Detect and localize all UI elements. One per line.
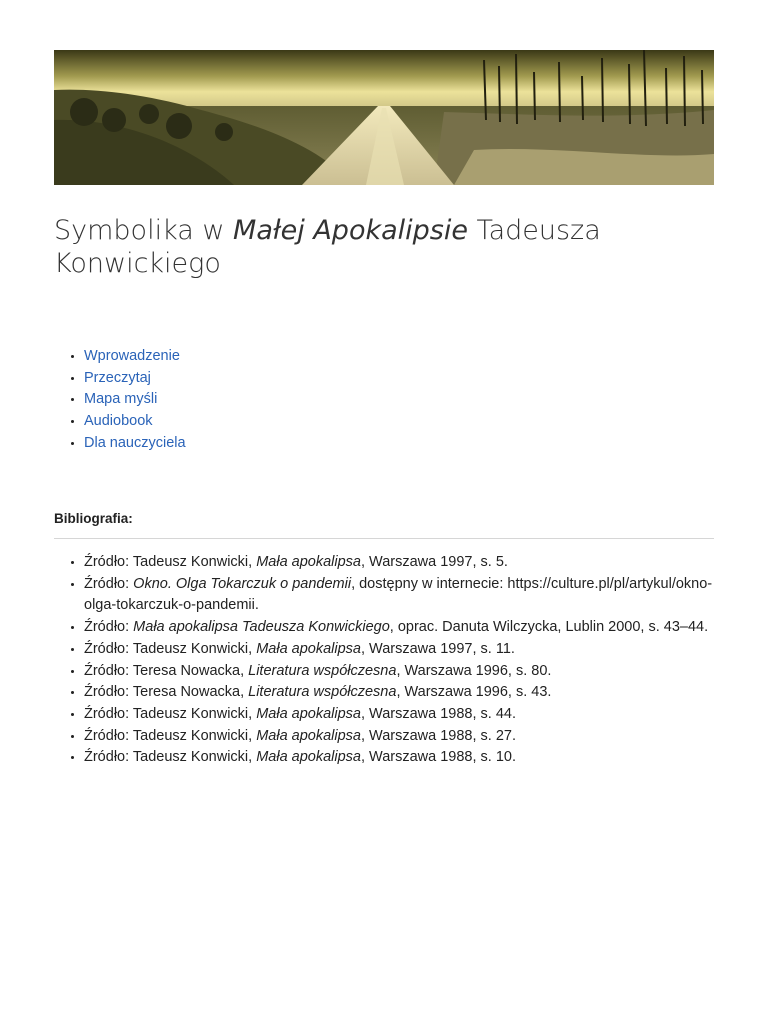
bib-title: Mała apokalipsa (256, 640, 361, 657)
bib-source-prefix: Źródło: Teresa Nowacka, (84, 684, 249, 701)
bibliography-item (84, 552, 714, 574)
bib-details: , dostępny w internecie: https://culture.pl/pl/artykul/okno-olga-tokarczuk-o-pandemii. (84, 575, 713, 614)
nav-item-przeczytaj (84, 368, 186, 390)
bib-source-prefix: Źródło: Tadeusz Konwicki, (84, 749, 257, 766)
page-title (54, 214, 714, 280)
bib-title: Literatura współczesna (248, 662, 397, 679)
bibliography-item (84, 661, 714, 683)
bib-title: Mała apokalipsa (256, 727, 361, 744)
bib-details: , oprac. Danuta Wilczycka, Lublin 2000, s. 43–44. (389, 619, 709, 636)
bib-details: , Warszawa 1997, s. 11. (361, 640, 515, 657)
nav-item-dla-nauczyciela (84, 433, 186, 455)
nav-link-audiobook[interactable]: Audiobook (84, 413, 153, 430)
nav-item-mapa-mysli (84, 389, 186, 411)
nav-link-przeczytaj[interactable]: Przeczytaj (84, 369, 151, 386)
bib-title: Mała apokalipsa (256, 749, 361, 766)
bibliography-heading: Bibliografia: (54, 511, 133, 526)
nav-item-wprowadzenie (84, 346, 186, 368)
bibliography-item (84, 574, 714, 617)
bib-source-prefix: Źródło: (84, 619, 134, 636)
bib-details: , Warszawa 1988, s. 44. (361, 705, 517, 722)
nav-item-audiobook (84, 411, 186, 433)
nav-link-mapa-mysli[interactable]: Mapa myśli (84, 391, 158, 408)
bib-details: , Warszawa 1996, s. 80. (396, 662, 552, 679)
nav-link-wprowadzenie[interactable]: Wprowadzenie (84, 348, 180, 364)
bib-title: Mała apokalipsa (256, 554, 361, 570)
bibliography-item (84, 726, 714, 748)
bib-source-prefix: Źródło: Tadeusz Konwicki, (84, 705, 257, 722)
page-title-emphasis: Małej Apokalipsie (233, 215, 468, 246)
bibliography-list (54, 552, 714, 769)
bib-source-prefix: Źródło: (84, 575, 134, 592)
bibliography-divider (54, 538, 714, 539)
bibliography-item (84, 617, 714, 639)
bib-title: Mała apokalipsa Tadeusza Konwickiego (133, 619, 390, 636)
landscape-banner-image (54, 50, 714, 185)
bib-source-prefix: Źródło: Tadeusz Konwicki, (84, 727, 257, 744)
bib-details: , Warszawa 1988, s. 10. (361, 749, 517, 766)
bib-details: , Warszawa 1996, s. 43. (396, 684, 552, 701)
bib-source-prefix: Źródło: Tadeusz Konwicki, (84, 640, 257, 657)
bib-details: , Warszawa 1997, s. 5. (361, 554, 508, 570)
bib-title: Mała apokalipsa (256, 705, 361, 722)
bib-source-prefix: Źródło: Teresa Nowacka, (84, 662, 249, 679)
bibliography-item (84, 704, 714, 726)
section-nav (54, 346, 186, 455)
bibliography-item (84, 747, 714, 769)
bib-details: , Warszawa 1988, s. 27. (361, 727, 517, 744)
page-title-suffix: Tadeusza Konwickiego (54, 215, 601, 279)
nav-link-dla-nauczyciela[interactable]: Dla nauczyciela (84, 434, 186, 451)
bibliography-item (84, 639, 714, 661)
bib-title: Literatura współczesna (248, 684, 397, 701)
bib-title: Okno. Olga Tokarczuk o pandemii (133, 575, 352, 592)
page-title-prefix: Symbolika w (54, 215, 234, 246)
bib-source-prefix: Źródło: Tadeusz Konwicki, (84, 554, 257, 570)
bibliography-item (84, 682, 714, 704)
